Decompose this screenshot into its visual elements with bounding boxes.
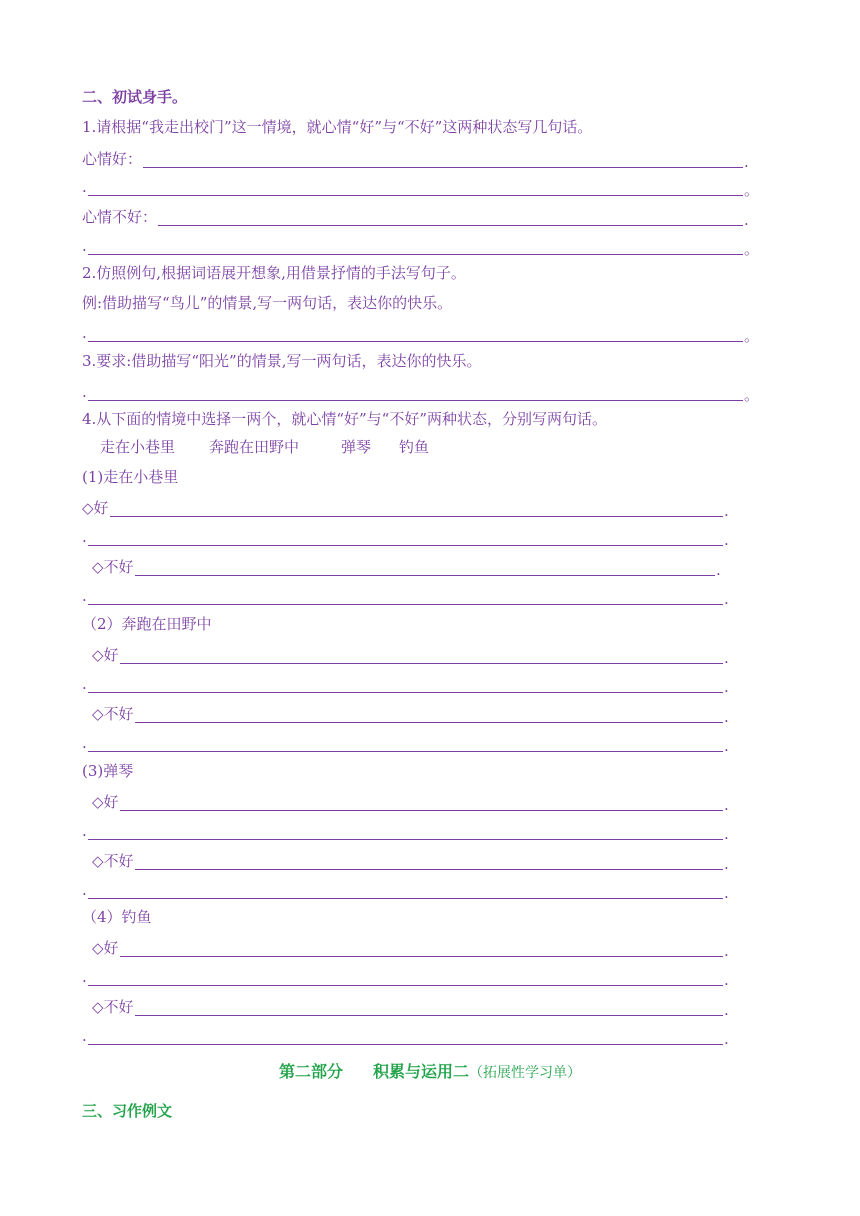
- line-start-dot: .: [82, 528, 87, 546]
- bad-mark: ◇不好: [92, 998, 134, 1016]
- blank-rule: [88, 880, 723, 899]
- blank-rule: [88, 382, 743, 401]
- option-list: [100, 434, 429, 460]
- line-end-dot: .: [724, 942, 729, 960]
- scene-good-line[interactable]: [92, 787, 732, 813]
- scene-bad-line[interactable]: [92, 699, 732, 725]
- answer-line-good-2[interactable]: [82, 172, 760, 199]
- scene-bad-line[interactable]: [92, 846, 732, 872]
- good-label: 心情好：: [82, 150, 143, 168]
- line-end-mark: 。: [744, 240, 760, 258]
- blank-rule: [135, 704, 723, 723]
- blank-rule: [88, 674, 723, 693]
- blank-rule: [158, 207, 743, 226]
- blank-rule: [88, 586, 723, 605]
- scene-title: (3)弹琴: [82, 762, 134, 780]
- part-title: 第二部分: [278, 1062, 343, 1081]
- line-end-dot: .: [724, 678, 729, 696]
- good-mark: ◇好: [92, 793, 119, 811]
- answer-line-bad-2[interactable]: [82, 231, 760, 258]
- line-end-dot: .: [724, 884, 729, 902]
- scene-good-line-2[interactable]: [82, 669, 732, 695]
- line-end-mark: 。: [744, 327, 760, 345]
- answer-line-bad[interactable]: [82, 202, 752, 228]
- blank-rule: [88, 967, 723, 986]
- line-end-dot: .: [724, 1001, 729, 1019]
- line-start-dot: .: [82, 1027, 87, 1045]
- question-1: 1.请根据“我走出校门”这一情境，就心情“好”与“不好”这两种状态写几句话。: [82, 118, 593, 136]
- blank-rule: [135, 557, 715, 576]
- question-2-example: 例:借助描写“鸟儿”的情景,写一两句话，表达你的快乐。: [82, 294, 453, 312]
- answer-line-good[interactable]: [82, 144, 752, 170]
- line-end-dot: .: [724, 502, 729, 520]
- line-start-dot: .: [82, 324, 87, 342]
- line-end-dot: .: [724, 531, 729, 549]
- line-end-dot: .: [724, 649, 729, 667]
- line-start-dot: .: [82, 675, 87, 693]
- scene-bad-line[interactable]: [92, 992, 732, 1018]
- line-end-dot: .: [724, 1030, 729, 1048]
- blank-rule: [88, 527, 723, 546]
- scene-bad-line-2[interactable]: [82, 728, 732, 754]
- section-title-3: 三、习作例文: [82, 1102, 173, 1120]
- bad-label: 心情不好：: [82, 208, 158, 226]
- line-start-dot: .: [82, 968, 87, 986]
- bad-mark: ◇不好: [92, 852, 134, 870]
- scene-good-line[interactable]: [92, 640, 732, 666]
- line-end-dot: .: [744, 211, 749, 229]
- scene-title: （4）钓鱼: [82, 908, 152, 926]
- scene-good-line-2[interactable]: [82, 816, 732, 842]
- part-note: （拓展性学习单）: [469, 1065, 582, 1081]
- line-start-dot: .: [82, 881, 87, 899]
- good-mark: ◇好: [82, 499, 109, 517]
- question-4: 4.从下面的情境中选择一两个，就心情“好”与“不好”两种状态，分别写两句话。: [82, 410, 607, 428]
- line-start-dot: .: [82, 822, 87, 840]
- line-start-dot: .: [82, 734, 87, 752]
- answer-line-q2[interactable]: [82, 318, 760, 345]
- line-end-dot: .: [724, 855, 729, 873]
- section-title: 二、初试身手。: [82, 88, 188, 106]
- line-end-dot: .: [724, 971, 729, 989]
- good-mark: ◇好: [92, 646, 119, 664]
- blank-rule: [88, 323, 743, 342]
- scene-title: （2）奔跑在田野中: [82, 615, 212, 633]
- line-end-dot: .: [724, 708, 729, 726]
- line-end-dot: .: [724, 796, 729, 814]
- line-end-dot: .: [724, 825, 729, 843]
- line-end-dot: .: [716, 561, 721, 579]
- blank-rule: [120, 645, 723, 664]
- blank-rule: [88, 1026, 723, 1045]
- blank-rule: [120, 938, 723, 957]
- line-end-dot: .: [744, 153, 749, 171]
- line-end-mark: 。: [744, 181, 760, 199]
- option-item: 弹琴: [341, 438, 372, 456]
- part-subtitle: 积累与运用二: [373, 1062, 470, 1081]
- blank-rule: [88, 236, 743, 255]
- scene-good-line[interactable]: [82, 493, 732, 519]
- blank-rule: [120, 792, 723, 811]
- answer-line-q3[interactable]: [82, 377, 760, 404]
- part-heading: [0, 1058, 860, 1086]
- bad-mark: ◇不好: [92, 558, 134, 576]
- blank-rule: [110, 498, 723, 517]
- scene-bad-line-2[interactable]: [82, 581, 732, 607]
- blank-rule: [88, 821, 723, 840]
- scene-bad-line[interactable]: [92, 552, 724, 578]
- good-mark: ◇好: [92, 939, 119, 957]
- blank-rule: [135, 851, 723, 870]
- line-start-dot: .: [82, 587, 87, 605]
- blank-rule: [135, 997, 723, 1016]
- line-start-dot: .: [82, 383, 87, 401]
- scene-good-line[interactable]: [92, 933, 732, 959]
- line-end-dot: .: [724, 590, 729, 608]
- scene-bad-line-2[interactable]: [82, 1021, 732, 1047]
- blank-rule: [143, 149, 743, 168]
- scene-bad-line-2[interactable]: [82, 875, 732, 901]
- scene-good-line-2[interactable]: [82, 962, 732, 988]
- question-3: 3.要求:借助描写“阳光”的情景,写一两句话，表达你的快乐。: [82, 352, 482, 370]
- option-item: 奔跑在田野中: [209, 438, 300, 456]
- scene-title: (1)走在小巷里: [82, 468, 179, 486]
- line-start-dot: .: [82, 178, 87, 196]
- line-start-dot: .: [82, 237, 87, 255]
- blank-rule: [88, 177, 743, 196]
- option-item: 走在小巷里: [100, 438, 176, 456]
- line-end-mark: 。: [744, 386, 760, 404]
- bad-mark: ◇不好: [92, 705, 134, 723]
- blank-rule: [88, 733, 723, 752]
- scene-good-line-2[interactable]: [82, 522, 732, 548]
- question-2: 2.仿照例句,根据词语展开想象,用借景抒情的手法写句子。: [82, 264, 466, 282]
- option-item: 钓鱼: [399, 438, 430, 456]
- line-end-dot: .: [724, 737, 729, 755]
